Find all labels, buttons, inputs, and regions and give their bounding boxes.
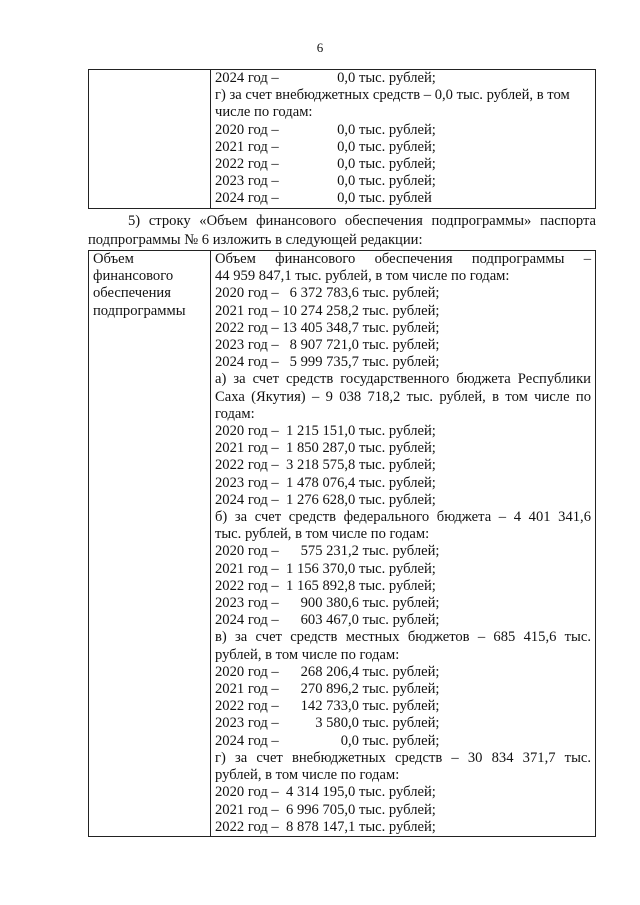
funding-line: 2021 год – 1 850 287,0 тыс. рублей; (215, 440, 436, 457)
funding-line: 2023 год – 900 380,6 тыс. рублей; (215, 595, 440, 612)
funding-line: 2024 год – 603 467,0 тыс. рублей; (215, 612, 440, 629)
table1-line: 2020 год – 0,0 тыс. рублей; (215, 121, 436, 138)
page-number: 6 (316, 40, 324, 55)
funding-line: 2020 год – 1 215 151,0 тыс. рублей; (215, 423, 436, 440)
amendment-text: 5) строку «Объем финансового обеспечения подпрограммы» паспорта подпрограммы № 6 изложить в следующей редакции: (88, 213, 596, 248)
funding-line: 2021 год – 270 896,2 тыс. рублей; (215, 681, 440, 698)
table1-line: 2024 год – 0,0 тыс. рублей; (215, 70, 436, 86)
left-label-line: Объем (93, 251, 134, 267)
funding-line: 2022 год – 3 218 575,8 тыс. рублей; (215, 457, 436, 474)
funding-line: 2022 год – 1 165 892,8 тыс. рублей; (215, 577, 436, 594)
table1-line: 2021 год – 0,0 тыс. рублей; (215, 138, 436, 155)
table-continuation (88, 69, 596, 209)
table1-line: 2023 год – 0,0 тыс. рублей; (215, 173, 436, 190)
table2-left-cell (89, 251, 211, 837)
funding-line: рублей, в том числе по годам: (215, 767, 400, 784)
table1-line: 2022 год – 0,0 тыс. рублей; (215, 156, 436, 173)
funding-line: тыс. рублей, в том числе по годам: (215, 526, 430, 543)
funding-line: в) за счет средств местных бюджетов – 685 415,6 тыс. (215, 629, 591, 646)
funding-line: Объем финансового обеспечения подпрограммы – (215, 251, 591, 267)
funding-line: 2020 год – 4 314 195,0 тыс. рублей; (215, 784, 436, 801)
funding-line: 2020 год – 6 372 783,6 тыс. рублей; (215, 285, 440, 302)
funding-line: Саха (Якутия) – 9 038 718,2 тыс. рублей, в том числе по (215, 388, 591, 405)
funding-line: 2022 год – 13 405 348,7 тыс. рублей; (215, 319, 440, 336)
amendment-paragraph (88, 212, 596, 249)
left-label-line: финансового (93, 268, 174, 285)
table1-line: числе по годам: (215, 104, 313, 121)
funding-line: 2021 год – 1 156 370,0 тыс. рублей; (215, 560, 436, 577)
funding-line: 2020 год – 575 231,2 тыс. рублей; (215, 543, 440, 560)
table2-right-cell (211, 251, 596, 837)
funding-line: а) за счет средств государственного бюджета Республики (215, 371, 591, 388)
funding-line: 2023 год – 3 580,0 тыс. рублей; (215, 715, 440, 732)
funding-line: г) за счет внебюджетных средств – 30 834 371,7 тыс. (215, 749, 591, 766)
funding-line: годам: (215, 405, 255, 422)
table1-right-cell (211, 70, 596, 209)
funding-line: 2021 год – 10 274 258,2 тыс. рублей; (215, 302, 440, 319)
left-label-line: обеспечения (93, 285, 171, 302)
left-label-line: подпрограммы (93, 302, 186, 319)
funding-line: 2024 год – 5 999 735,7 тыс. рублей; (215, 354, 440, 371)
funding-line: 2022 год – 8 878 147,1 тыс. рублей; (215, 818, 436, 835)
table1-left-cell (89, 70, 211, 209)
table1-line: г) за счет внебюджетных средств – 0,0 тыс. рублей, в том (215, 87, 570, 104)
funding-line: 44 959 847,1 тыс. рублей, в том числе по годам: (215, 268, 510, 285)
funding-line: б) за счет средств федерального бюджета – 4 401 341,6 (215, 509, 591, 526)
funding-line: 2023 год – 8 907 721,0 тыс. рублей; (215, 337, 440, 354)
funding-line: 2020 год – 268 206,4 тыс. рублей; (215, 663, 440, 680)
table-subprogram-funding (88, 250, 596, 837)
funding-line: 2021 год – 6 996 705,0 тыс. рублей; (215, 801, 436, 818)
funding-line: 2023 год – 1 478 076,4 тыс. рублей; (215, 474, 436, 491)
funding-line: рублей, в том числе по годам: (215, 646, 400, 663)
funding-line: 2022 год – 142 733,0 тыс. рублей; (215, 698, 440, 715)
funding-line: 2024 год – 1 276 628,0 тыс. рублей; (215, 491, 436, 508)
table1-line: 2024 год – 0,0 тыс. рублей (215, 190, 432, 207)
funding-line: 2024 год – 0,0 тыс. рублей; (215, 732, 440, 749)
